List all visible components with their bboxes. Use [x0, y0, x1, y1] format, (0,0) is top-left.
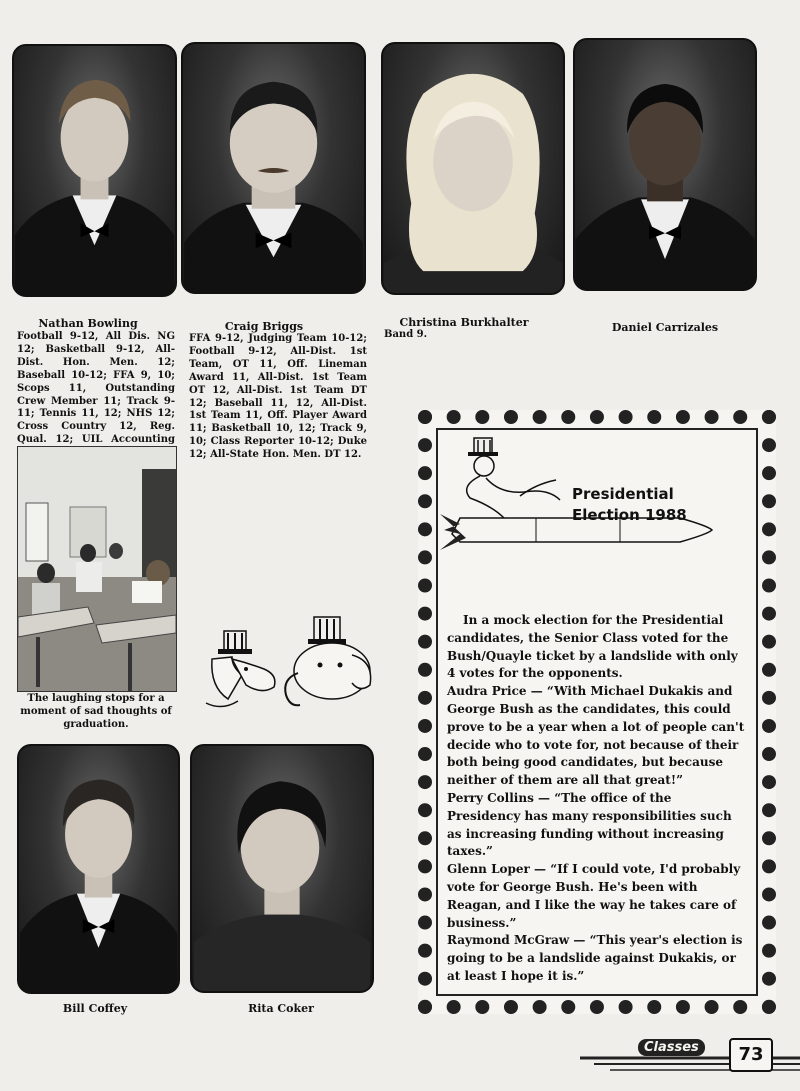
student-name: Daniel Carrizales	[611, 321, 719, 334]
article-quote: Perry Collins — “The office of the Presidency has many responsibilities such as increasing funding without increasing taxes.”	[447, 790, 732, 859]
donkey-elephant-cartoon	[202, 615, 378, 715]
portrait-christina-burkhalter	[381, 42, 565, 295]
portrait-silhouette	[19, 746, 178, 992]
student-name: Rita Coker	[248, 1002, 314, 1015]
photo-caption: The laughing stops for a moment of sad thoughts of graduation.	[20, 693, 172, 730]
student-activities: Band 9.	[384, 329, 428, 340]
article-quote: Glenn Loper — “If I could vote, I'd probably vote for George Bush. He's been with Reagan, and I like the way he takes care of business.”	[447, 862, 741, 930]
student-name: Nathan Bowling	[38, 317, 138, 330]
portrait-silhouette	[383, 44, 563, 293]
portrait-nathan-bowling	[12, 44, 177, 297]
page-number: 73	[729, 1038, 773, 1072]
article-quote: Audra Price — “With Michael Dukakis and George Bush as the candidates, this could prove to be a year when a lot of people can't decide who to vote for, not because of their both being good candidates, but because neither of them are all that great!”	[447, 684, 745, 788]
election-title-line-2: Election 1988	[572, 506, 687, 524]
portrait-bill-coffey	[17, 744, 180, 994]
portrait-silhouette	[575, 40, 755, 289]
student-name: Craig Briggs	[224, 320, 304, 333]
election-title	[572, 484, 687, 526]
student-activities: Football 9-12, All Dis. NG 12; Basketball 9-12, All-Dist. Hon. Men. 12; Baseball 10-12; FFA 9, 10; Scops 11, Outstanding Crew Member 11; Track 9-11; Tennis 11, 12; NHS 12; Cross Country 12, Reg. Qual. 12; UIL Accounting	[17, 331, 175, 446]
portrait-daniel-carrizales	[573, 38, 757, 291]
student-activities: FFA 9-12, Judging Team 10-12; Football 9-12, All-Dist. 1st Team, OT 11, Off. Lineman Award 11, All-Dist. 1st Team OT 12, All-Dist. 1st Team DT 12; Baseball 11, 12, All-Dist. 1st Team 11, Off. Player Award 11; Basketball 10, 12; Track 9, 10; Class Reporter 10-12; Duke 12; All-State Hon. Men. DT 12.	[189, 333, 367, 461]
article-quote: Raymond McGraw — “This year's election is going to be a landslide against Dukakis, or at least I hope it is.”	[447, 933, 743, 983]
student-name: Christina Burkhalter	[399, 316, 529, 329]
student-name: Bill Coffey	[62, 1002, 128, 1015]
portrait-silhouette	[183, 44, 364, 292]
election-title-line-1: Presidential	[572, 485, 674, 503]
portrait-rita-coker	[190, 744, 374, 993]
classroom-photo	[17, 446, 177, 692]
portrait-silhouette	[14, 46, 175, 295]
portrait-silhouette	[192, 746, 372, 991]
classroom-scene	[18, 447, 176, 691]
page-footer	[580, 1034, 800, 1091]
portrait-craig-briggs	[181, 42, 366, 294]
section-label: Classes	[638, 1039, 705, 1056]
article-paragraph: In a mock election for the Presidential candidates, the Senior Class voted for the Bush/Quayle ticket by a landslide with only 4 votes for the opponents.	[447, 613, 738, 681]
election-article	[447, 612, 747, 986]
